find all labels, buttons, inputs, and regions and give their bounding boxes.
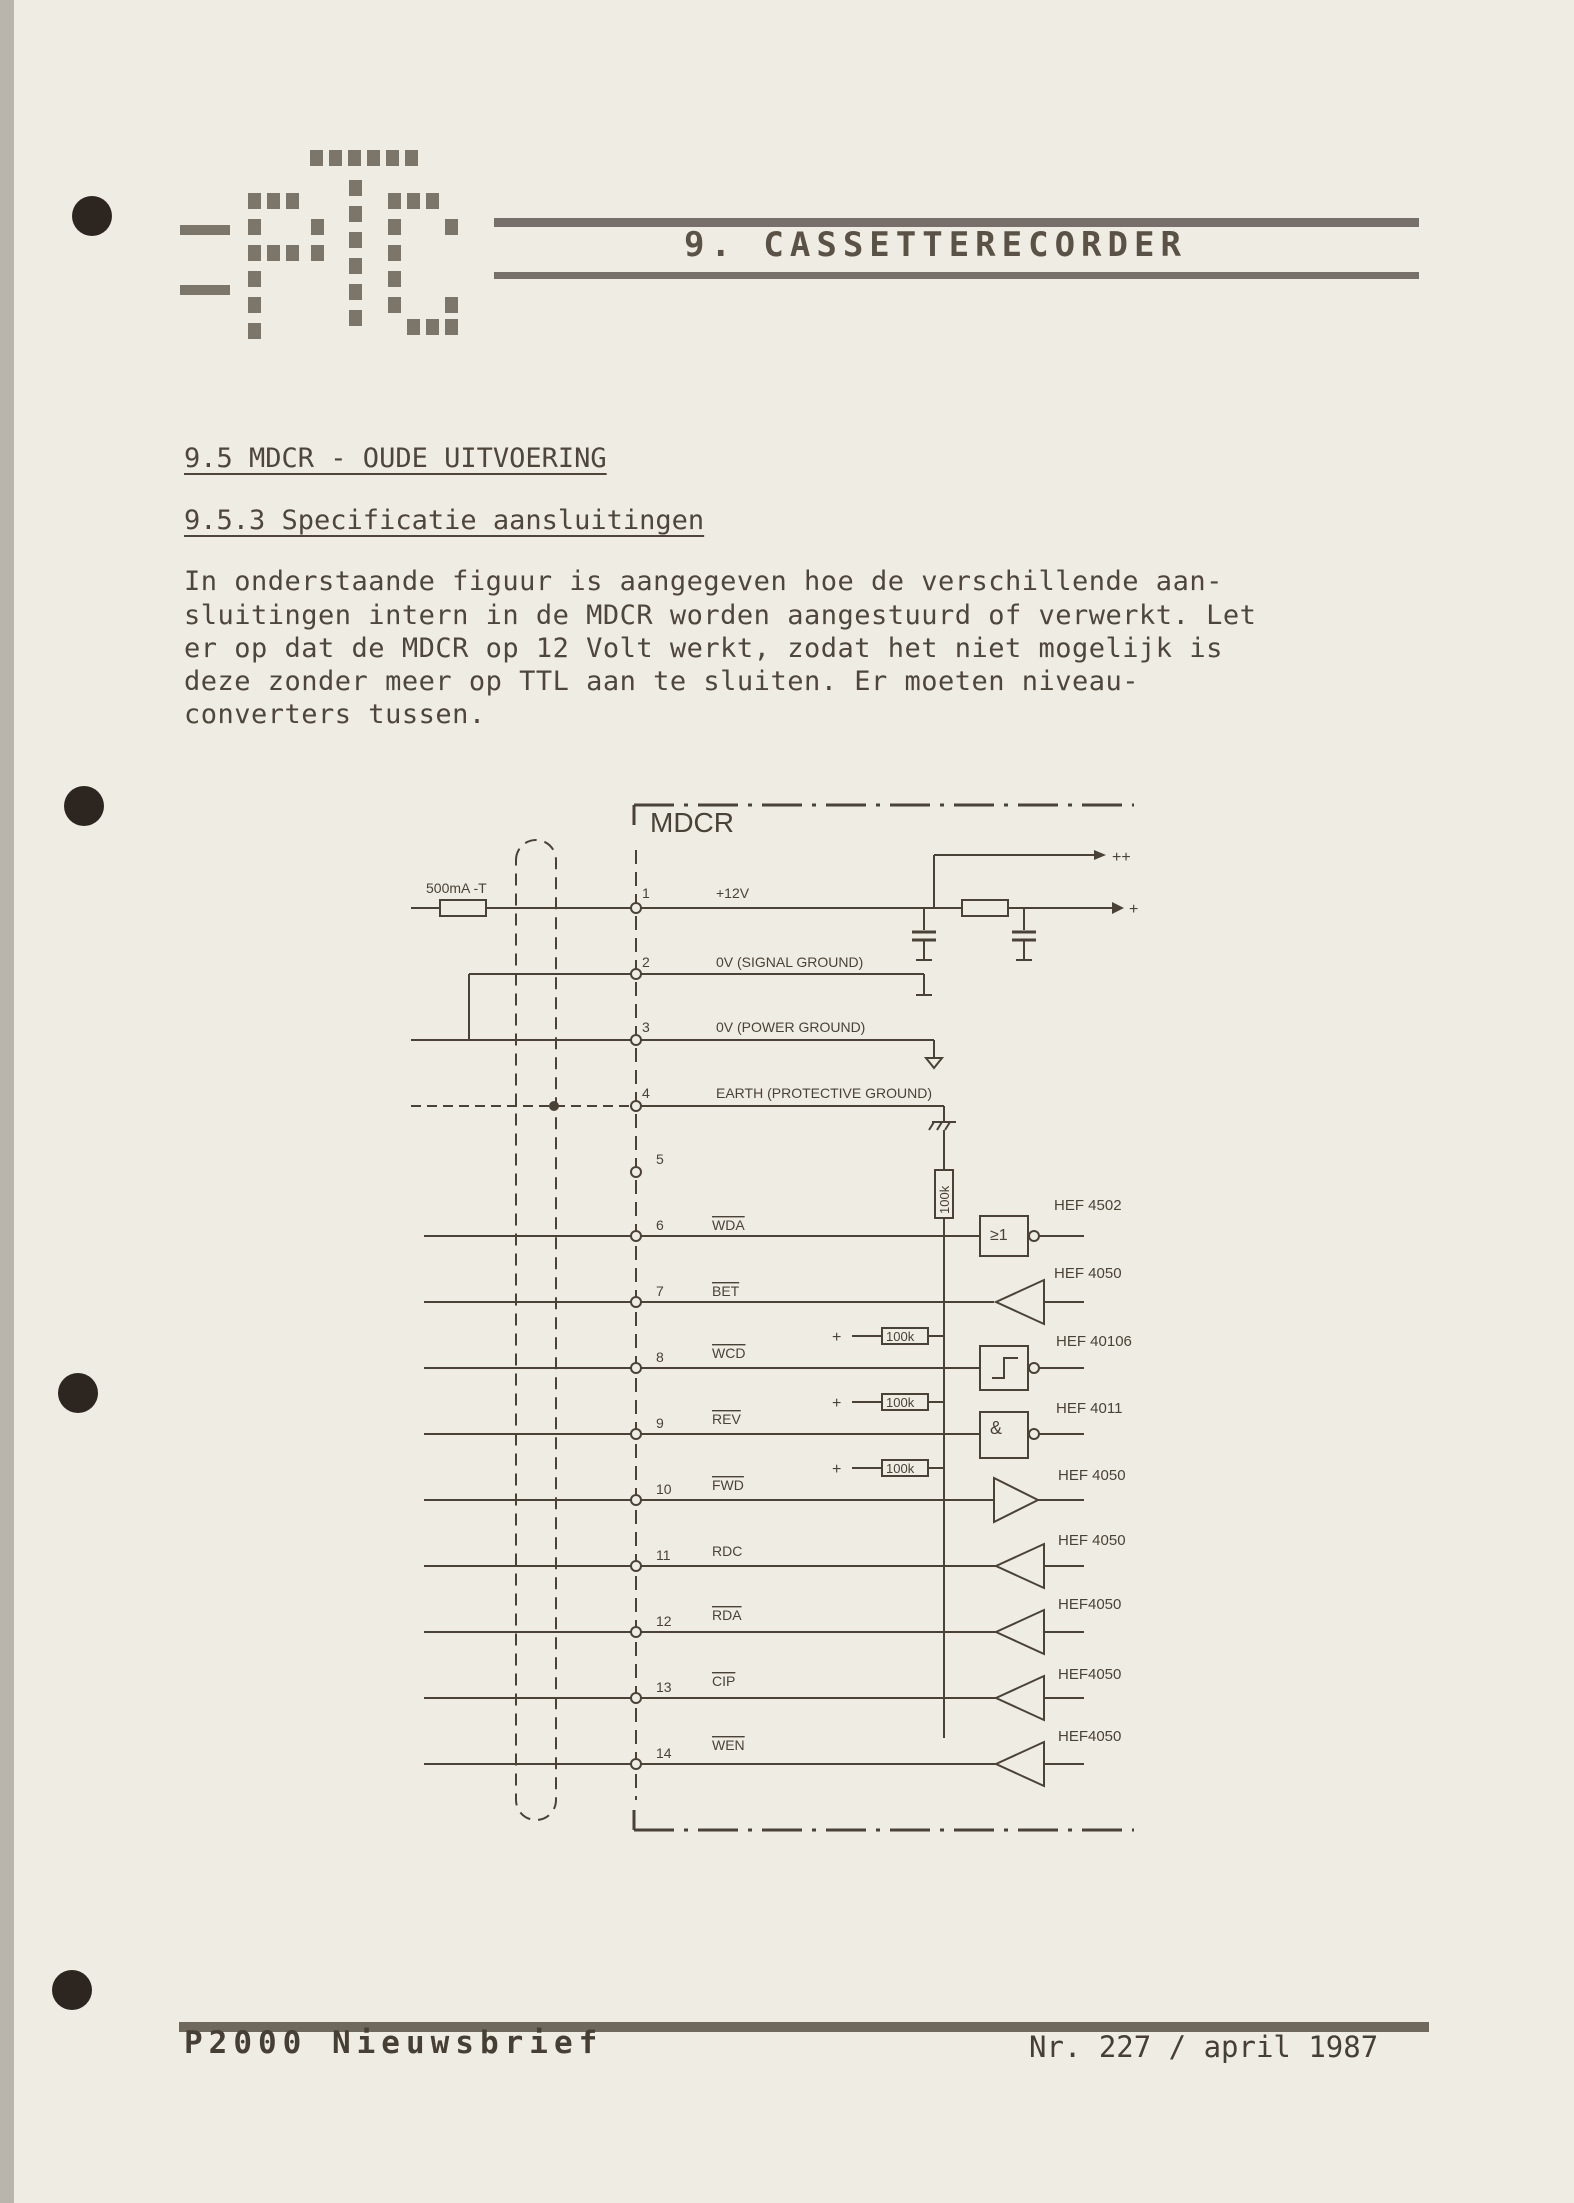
- body-text-line: converters tussen.: [184, 699, 486, 730]
- pin-1-number: 1: [642, 885, 650, 901]
- pin-4-number: 4: [642, 1085, 650, 1101]
- punch-hole: [52, 1970, 92, 2010]
- pin-3-number: 3: [642, 1019, 650, 1035]
- pin-14-number: 14: [656, 1745, 672, 1761]
- pin-13-name: CIP: [712, 1673, 736, 1689]
- pin-8-number: 8: [656, 1349, 664, 1365]
- ic-label: HEF 4502: [1054, 1197, 1122, 1214]
- pin-1-name: +12V: [716, 885, 750, 901]
- body-text-line: sluitingen intern in de MDCR worden aangestuurd of verwerkt. Let: [184, 600, 1257, 631]
- pin-1-line: [411, 850, 1124, 960]
- pin-10-name: FWD: [712, 1477, 744, 1493]
- svg-text:&: &: [990, 1418, 1003, 1438]
- buffer-pin-11: [996, 1544, 1084, 1588]
- pin-connectors: [550, 903, 641, 1769]
- pin-9-name: REV: [712, 1411, 741, 1427]
- pullup-plus: +: [832, 1461, 842, 1478]
- svg-text:≥1: ≥1: [990, 1227, 1008, 1244]
- gate-or: [980, 1216, 1084, 1256]
- pin-9-number: 9: [656, 1415, 664, 1431]
- resistor-100k-label: 100k: [886, 1461, 915, 1476]
- ic-label: HEF4050: [1058, 1728, 1122, 1745]
- gate-nand: [980, 1412, 1084, 1458]
- footer-publication: P2000 Nieuwsbrief: [184, 2025, 604, 2061]
- pin-12-number: 12: [656, 1613, 672, 1629]
- pin-2-number: 2: [642, 954, 650, 970]
- resistor-vertical-label: 100k: [937, 1185, 952, 1214]
- buffer-pin-14: [996, 1742, 1084, 1786]
- pin-5-number: 5: [656, 1151, 664, 1167]
- ic-label: HEF 4050: [1054, 1265, 1122, 1282]
- pin-10-number: 10: [656, 1481, 672, 1497]
- resistor-100k-label: 100k: [886, 1395, 915, 1410]
- buffer-pin-12: [996, 1610, 1084, 1654]
- buffer-pin-7: [996, 1280, 1084, 1324]
- body-text-line: er op dat de MDCR op 12 Volt werkt, zodat het niet mogelijk is: [184, 633, 1223, 664]
- footer-issue: Nr. 227 / april 1987: [1029, 2030, 1379, 2064]
- fuse-label: 500mA -T: [426, 880, 487, 896]
- body-text-line: In onderstaande figuur is aangegeven hoe de verschillende aan-: [184, 566, 1223, 597]
- pin-13-number: 13: [656, 1679, 672, 1695]
- pin-7-name: BET: [712, 1283, 740, 1299]
- pc-logo: [180, 150, 458, 339]
- pin-3-name: 0V (POWER GROUND): [716, 1019, 866, 1035]
- header-graphic: [14, 0, 1574, 360]
- mdcr-box-label: MDCR: [650, 807, 734, 838]
- ic-label: HEF4050: [1058, 1666, 1122, 1683]
- cable-outline: [516, 840, 556, 1820]
- pin-6-name: WDA: [712, 1217, 745, 1233]
- ic-label: HEF 4011: [1056, 1400, 1123, 1417]
- mdcr-schematic: [14, 780, 1574, 1880]
- ic-label: HEF 4050: [1058, 1532, 1126, 1549]
- pullup-plus: +: [832, 1329, 842, 1346]
- pin-14-name: WEN: [712, 1737, 745, 1753]
- pin-8-name: WCD: [712, 1345, 746, 1361]
- header-rule: [494, 272, 1419, 279]
- output-plus: +: [1129, 901, 1139, 918]
- gate-schmitt: [980, 1346, 1084, 1390]
- output-plus-plus: ++: [1112, 849, 1131, 866]
- chapter-title: 9. CASSETTERECORDER: [684, 225, 1187, 265]
- subsection-heading: 9.5.3 Specificatie aansluitingen: [184, 505, 705, 536]
- pullup-plus: +: [832, 1395, 842, 1412]
- pin-6-number: 6: [656, 1217, 664, 1233]
- buffer-pin-10: [994, 1478, 1084, 1522]
- document-page: [14, 0, 1574, 2203]
- pin-12-name: RDA: [712, 1607, 742, 1623]
- resistor-100k-label: 100k: [886, 1329, 915, 1344]
- pin-2-name: 0V (SIGNAL GROUND): [716, 954, 864, 970]
- ic-label: HEF 4050: [1058, 1467, 1126, 1484]
- pin-4-name: EARTH (PROTECTIVE GROUND): [716, 1085, 932, 1101]
- pin-11-number: 11: [656, 1547, 671, 1563]
- section-heading: 9.5 MDCR - OUDE UITVOERING: [184, 443, 607, 474]
- pin-3-line: [411, 1040, 942, 1068]
- ic-label: HEF4050: [1058, 1596, 1122, 1613]
- pin-4-line: [411, 1106, 956, 1738]
- pin-11-name: RDC: [712, 1543, 743, 1559]
- body-text-line: deze zonder meer op TTL aan te sluiten. Er moeten niveau-: [184, 666, 1140, 697]
- pin-7-number: 7: [656, 1283, 664, 1299]
- ic-label: HEF 40106: [1056, 1333, 1132, 1350]
